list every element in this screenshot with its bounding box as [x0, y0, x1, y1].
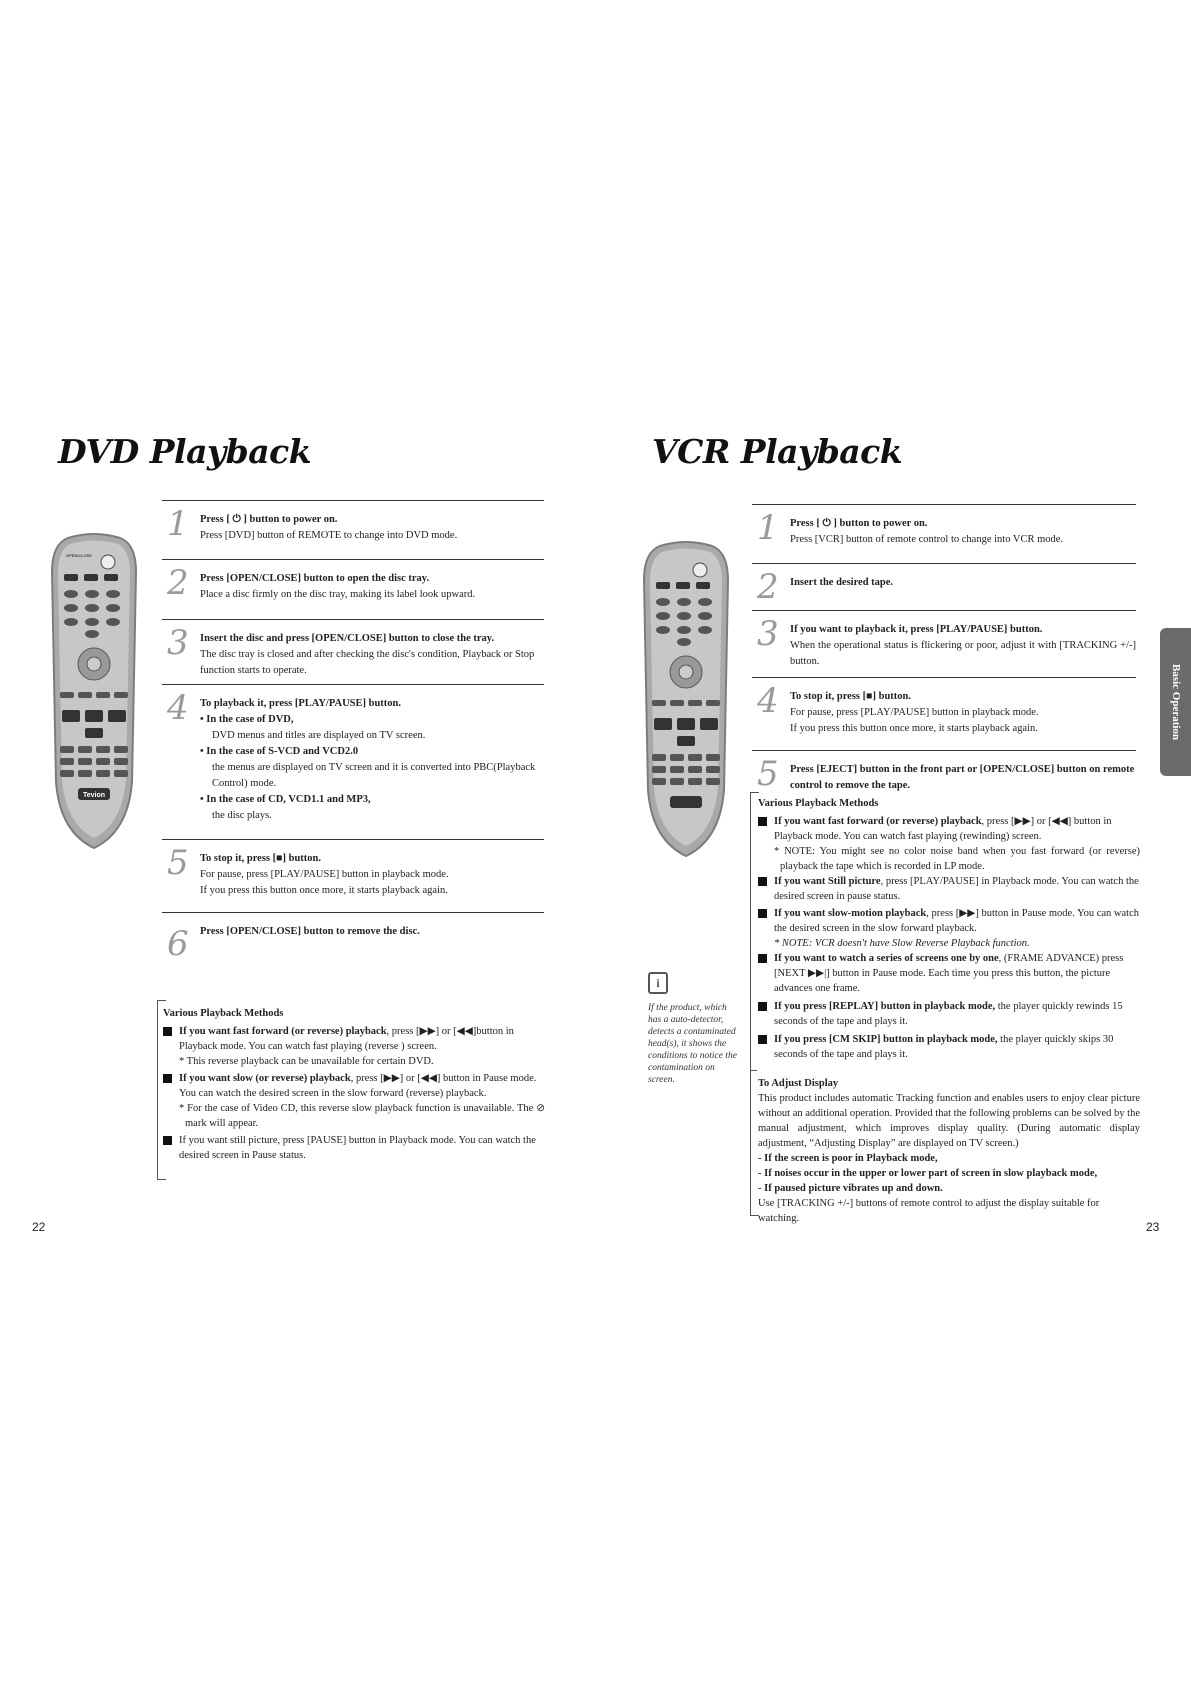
vcr-step-3 [752, 610, 1136, 677]
cd-case-bullet: • In the case of CD, VCD1.1 and MP3, [200, 794, 371, 805]
step-text: For pause, press [PLAY/PAUSE] button in playback mode. [200, 869, 449, 880]
methods-title: Various Playback Methods [758, 798, 879, 809]
method-lead: If you press [REPLAY] button in playback mode, [774, 1001, 996, 1012]
remote-control-illustration-vcr [640, 540, 732, 862]
step-heading: Press [OPEN/CLOSE] button to open the disc tray. [200, 573, 430, 584]
step-text: The disc tray is closed and after checking the disc's condition, Playback or Stop function starts to operate. [200, 649, 535, 676]
step-heading: To stop it, press [■] button. [790, 691, 911, 702]
svcd-case-text: the menus are displayed on TV screen and it is converted into PBC(Playback Control) mode. [212, 762, 536, 789]
step-text: For pause, press [PLAY/PAUSE] button in playback mode. [790, 707, 1039, 718]
method-item [758, 951, 1140, 996]
adjust-text: This product includes automatic Tracking function and enables users to enjoy clear picture without an additional operation. Provided that the following problems can be solved by the manual adjustment, which improves display quality. (During automatic display adjustment, “Adjusting Display” are displayed on TV screen.) [758, 1093, 1141, 1149]
svcd-case-bullet: • In the case of S-VCD and VCD2.0 [200, 746, 359, 757]
vcr-step-4 [752, 677, 1136, 750]
step-number: 5 [167, 843, 189, 883]
step-number: 4 [757, 681, 779, 721]
adjust-case-2: - If noises occur in the upper or lower part of screen in slow playback mode, [758, 1168, 1098, 1179]
info-icon: i [648, 972, 668, 994]
method-text: , press [▶▶] or [◀◀] button in Playback mode. You can watch fast playing (rewinding) screen. [774, 816, 1112, 842]
method-text: If you want still picture, press [PAUSE] button in Playback mode. You can watch the desired screen in Pause status. [179, 1135, 536, 1161]
dvd-methods [163, 1006, 545, 1163]
dvd-steps [162, 500, 544, 963]
step-number: 4 [167, 688, 189, 728]
method-lead: If you press [CM SKIP] button in playback mode, [774, 1034, 998, 1045]
cd-case-text: the disc plays. [212, 810, 272, 821]
dvd-step-5 [162, 839, 544, 912]
step-text-2: If you press this button once more, it starts playback again. [790, 723, 1038, 734]
method-lead: If you want slow (or reverse) playback [179, 1073, 351, 1084]
step-heading: If you want to playback it, press [PLAY/PAUSE] button. [790, 624, 1043, 635]
step-number: 2 [167, 563, 189, 603]
step-number: 3 [167, 623, 189, 663]
step-heading: Press [ ⏻ ] button to power on. [790, 518, 928, 529]
dvd-step-1 [162, 500, 544, 559]
step-number: 5 [757, 754, 779, 794]
method-lead: If you want Still picture [774, 876, 881, 887]
methods-title: Various Playback Methods [163, 1008, 284, 1019]
step-heading: To playback it, press [PLAY/PAUSE] button. [200, 698, 402, 709]
method-lead: If you want fast forward (or reverse) playback [774, 816, 982, 827]
method-note: * This reverse playback can be unavailable for certain DVD. [179, 1056, 434, 1067]
method-item [163, 1024, 545, 1054]
vcr-steps [752, 504, 1136, 795]
dvd-step-3 [162, 619, 544, 684]
step-number: 2 [757, 567, 779, 607]
method-item [758, 906, 1140, 936]
step-heading: Press [EJECT] button in the front part or [OPEN/CLOSE] button on remote control to remove the tape. [790, 764, 1135, 791]
adjust-bracket [750, 1070, 757, 1215]
dvd-case-text: DVD menus and titles are displayed on TV screen. [212, 730, 426, 741]
dvd-step-2 [162, 559, 544, 619]
adjust-display-section [758, 1076, 1140, 1226]
contamination-info [648, 972, 738, 1086]
side-tab-label: Basic Operation [1169, 663, 1182, 741]
method-text: , press [▶▶] button in Pause mode. You can watch the desired screen in the slow forward playback. [774, 908, 1139, 934]
method-note: * For the case of Video CD, this reverse slow playback function is unavailable. The ⊘ mark will appear. [179, 1103, 545, 1129]
method-note: * NOTE: VCR doesn't have Slow Reverse Playback function. [774, 938, 1030, 949]
remote-label-open: OPEN/CLOSE [66, 553, 93, 558]
page-number-right: 23 [1146, 1220, 1160, 1234]
step-heading: To stop it, press [■] button. [200, 853, 321, 864]
method-item [758, 1032, 1140, 1062]
step-number: 6 [167, 924, 189, 964]
method-text: , press [▶▶] or [◀◀]button in Playback mode. You can watch fast playing (reverse ) screen. [179, 1026, 514, 1052]
vcr-step-2 [752, 563, 1136, 610]
step-heading: Press [ ⏻ ] button to power on. [200, 514, 338, 525]
method-lead: If you want to watch a series of screens one by one [774, 953, 999, 964]
vcr-playback-title: VCR Playback [652, 432, 903, 471]
dvd-step-6 [162, 912, 544, 963]
method-text: the player quickly skips 30 seconds of the tape and plays it. [774, 1034, 1114, 1060]
step-text: Press [DVD] button of REMOTE to change into DVD mode. [200, 530, 458, 541]
step-text: Place a disc firmly on the disc tray, making its label look upward. [200, 589, 476, 600]
vcr-step-1 [752, 504, 1136, 563]
dvd-playback-title: DVD Playback [58, 432, 312, 471]
adjust-last: Use [TRACKING +/-] buttons of remote control to adjust the display suitable for watching. [758, 1198, 1100, 1224]
adjust-case-1: - If the screen is poor in Playback mode, [758, 1153, 938, 1164]
adjust-title: To Adjust Display [758, 1078, 839, 1089]
method-item [163, 1071, 545, 1101]
method-item [758, 814, 1140, 844]
method-item [758, 874, 1140, 904]
method-lead: If you want slow-motion playback [774, 908, 927, 919]
method-lead: If you want fast forward (or reverse) playback [179, 1026, 387, 1037]
step-heading: Press [OPEN/CLOSE] button to remove the disc. [200, 926, 420, 937]
method-note: * NOTE: You might see no color noise band when you fast forward (or reverse) playback the tape which is recorded in LP mode. [774, 846, 1140, 872]
step-number: 3 [757, 614, 779, 654]
method-text: , (FRAME ADVANCE) press [NEXT ▶▶|] button in Pause mode. Each time you press this button, the picture advances one frame. [774, 953, 1124, 994]
vcr-step-5 [752, 750, 1136, 795]
step-number: 1 [757, 508, 779, 548]
remote-control-illustration-dvd [48, 532, 140, 854]
method-text: , press [▶▶] or [◀◀] button in Pause mode. You can watch the desired screen in the slow forward (reverse) playback. [179, 1073, 537, 1099]
dvd-case-bullet: • In the case of DVD, [200, 714, 294, 725]
method-item [163, 1133, 545, 1163]
step-text: Press [VCR] button of remote control to change into VCR mode. [790, 534, 1064, 545]
step-text: When the operational status is flickering or poor, adjust it with [TRACKING +/-] button. [790, 640, 1136, 667]
section-side-tab [1160, 628, 1191, 776]
remote-brand-label: Tevion [83, 792, 106, 799]
vcr-methods [758, 796, 1140, 1062]
step-heading: Insert the desired tape. [790, 577, 894, 588]
step-text-2: If you press this button once more, it starts playback again. [200, 885, 448, 896]
page-number-left: 22 [32, 1220, 46, 1234]
method-text: , press [PLAY/PAUSE] in Playback mode. You can watch the desired screen in pause status. [774, 876, 1139, 902]
adjust-case-3: - If paused picture vibrates up and down. [758, 1183, 943, 1194]
step-heading: Insert the disc and press [OPEN/CLOSE] button to close the tray. [200, 633, 495, 644]
info-note-text: If the product, which has a auto-detector, detects a contaminated head(s), it shows the conditions to notice the contamination on screen. [648, 1003, 737, 1085]
method-text: the player quickly rewinds 15 seconds of the tape and plays it. [774, 1001, 1123, 1027]
dvd-step-4 [162, 684, 544, 839]
method-item [758, 999, 1140, 1029]
step-number: 1 [167, 504, 189, 544]
